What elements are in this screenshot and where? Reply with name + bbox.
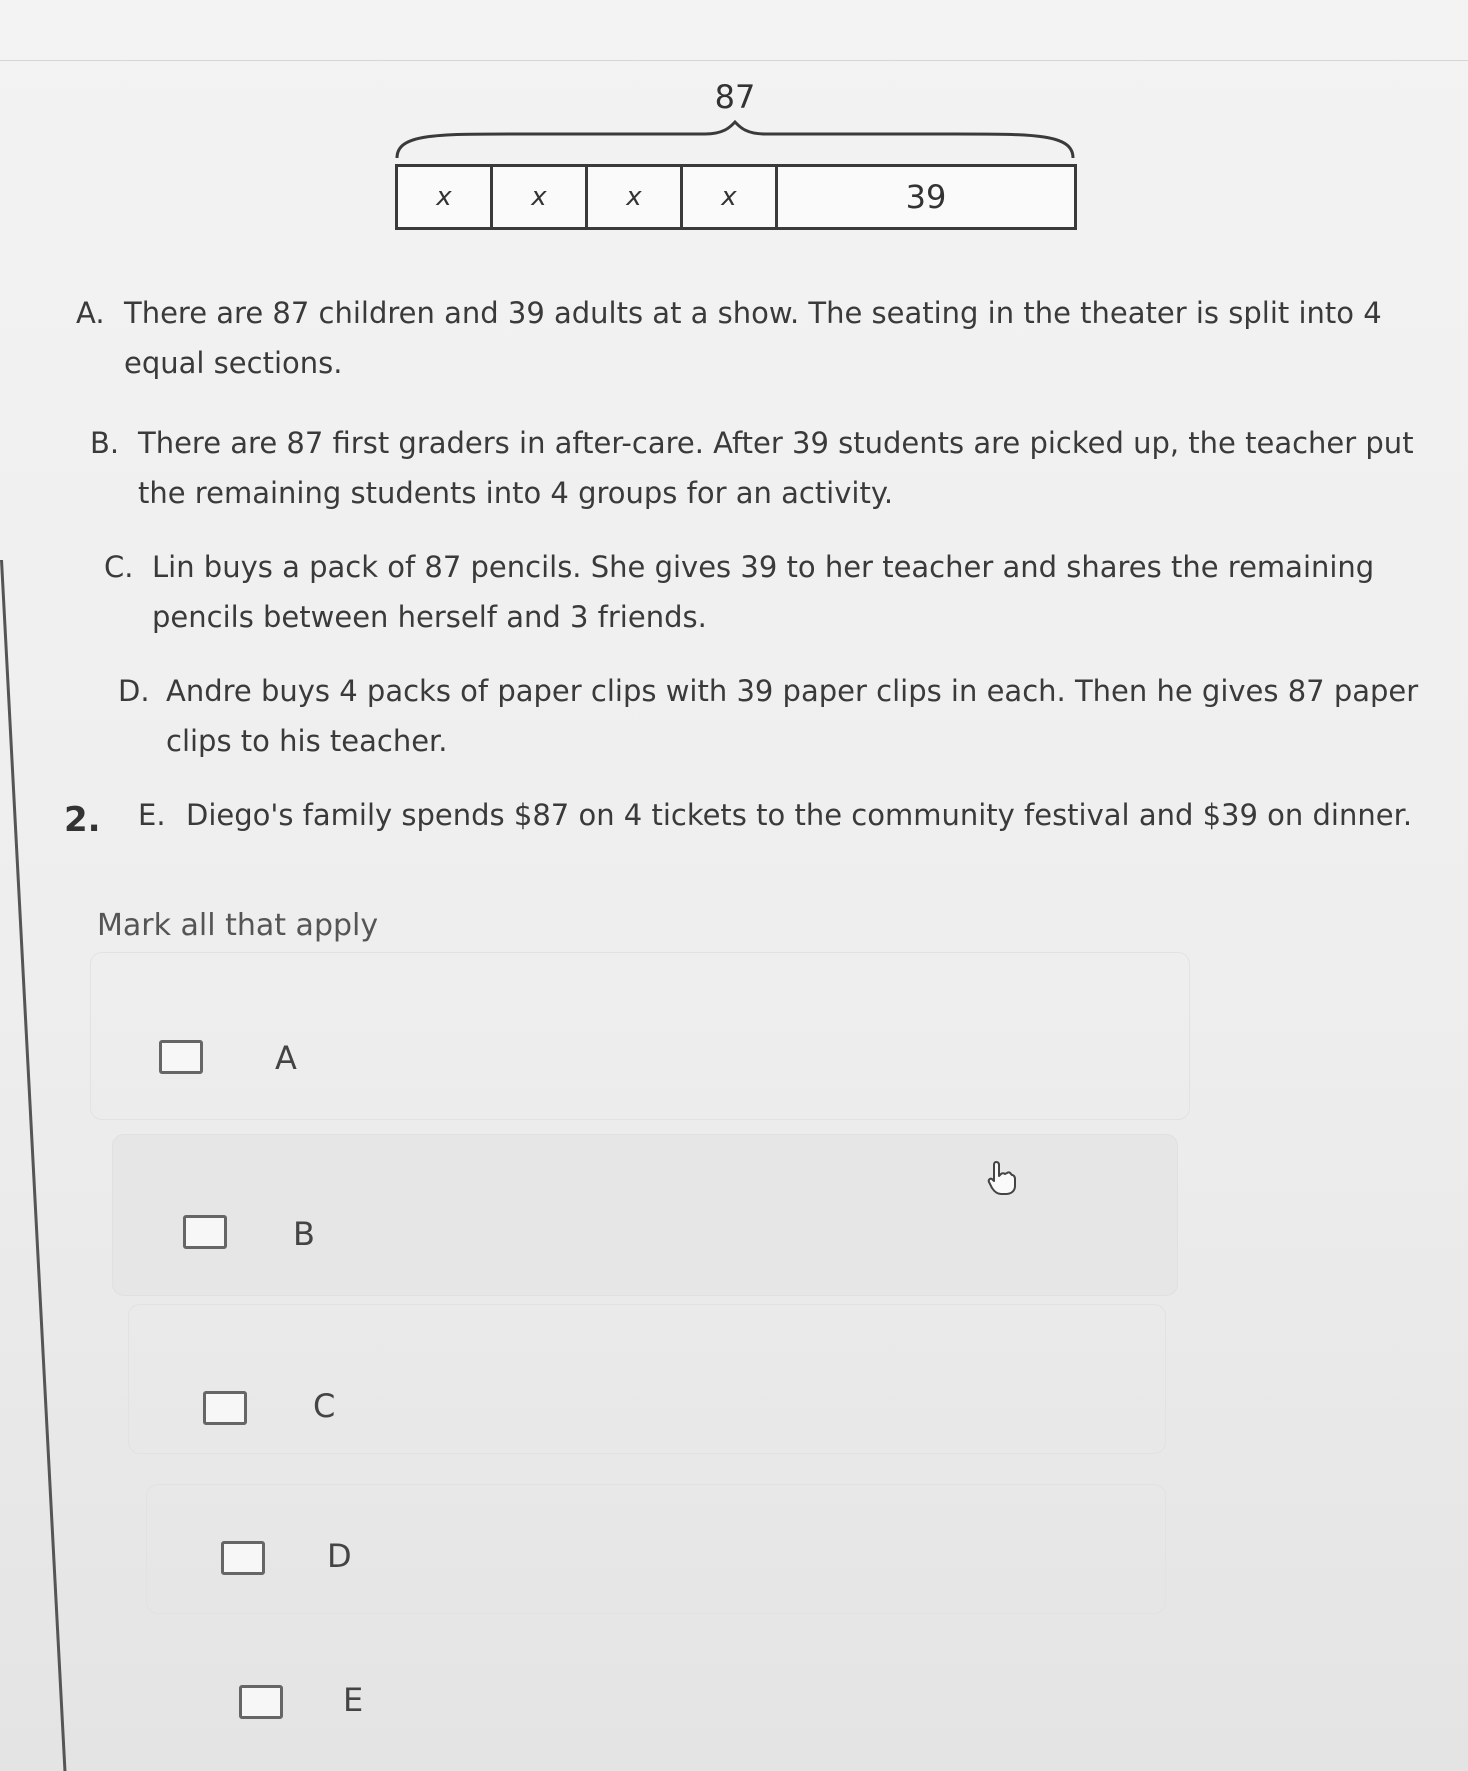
option-e-text [138,790,1412,840]
tape-segment-x: x [588,167,683,227]
checkbox[interactable] [159,1040,203,1074]
option-line: There are 87 children and 39 adults at a show. The seating in the theater is split into 4 [124,296,1382,330]
checkbox[interactable] [221,1541,265,1575]
choice-d[interactable] [146,1484,1166,1614]
tape-segment-x: x [398,167,493,227]
question-number: 2. [64,800,101,840]
option-line: There are 87 first graders in after-care. After 39 students are picked up, the teacher put [138,426,1414,460]
choice-label: A [275,1039,297,1077]
option-c-text [104,542,1374,642]
checkbox[interactable] [183,1215,227,1249]
choice-a[interactable] [90,952,1190,1120]
tape-bar [395,164,1077,230]
option-line: Andre buys 4 packs of paper clips with 39 paper clips in each. Then he gives 87 paper [166,674,1419,708]
top-divider [0,60,1468,61]
tape-segment-x: x [683,167,778,227]
choice-b[interactable] [112,1134,1178,1296]
option-letter: D. [118,674,150,708]
choice-label: E [343,1681,364,1719]
choice-c[interactable] [128,1304,1166,1454]
tape-segment-x: x [493,167,588,227]
checkbox[interactable] [203,1391,247,1425]
option-d-text [118,666,1418,766]
option-letter: E. [138,798,166,832]
left-edge-border [0,560,66,1771]
tape-diagram [395,72,1075,232]
option-line: Diego's family spends $87 on 4 tickets to the community festival and $39 on dinner. [186,798,1413,832]
option-line: equal sections. [124,346,343,380]
option-letter: B. [90,426,120,460]
option-a-text [76,288,1382,388]
option-line: pencils between herself and 3 friends. [152,600,707,634]
option-letter: A. [76,296,105,330]
option-line: the remaining students into 4 groups for an activity. [138,476,894,510]
option-line: clips to his teacher. [166,724,448,758]
choice-e[interactable] [160,1636,1166,1758]
total-brace-icon [395,120,1075,160]
checkbox[interactable] [239,1685,283,1719]
instructions-text: Mark all that apply [97,908,379,943]
option-b-text [90,418,1414,518]
tape-segment-remainder: 39 [905,178,947,216]
hand-pointer-icon [986,1160,1016,1196]
option-letter: C. [104,550,134,584]
diagram-total-label: 87 [714,78,756,116]
option-line: Lin buys a pack of 87 pencils. She gives 39 to her teacher and shares the remaining [152,550,1375,584]
choice-label: B [293,1215,315,1253]
choice-label: D [327,1537,352,1575]
choice-label: C [313,1387,336,1425]
